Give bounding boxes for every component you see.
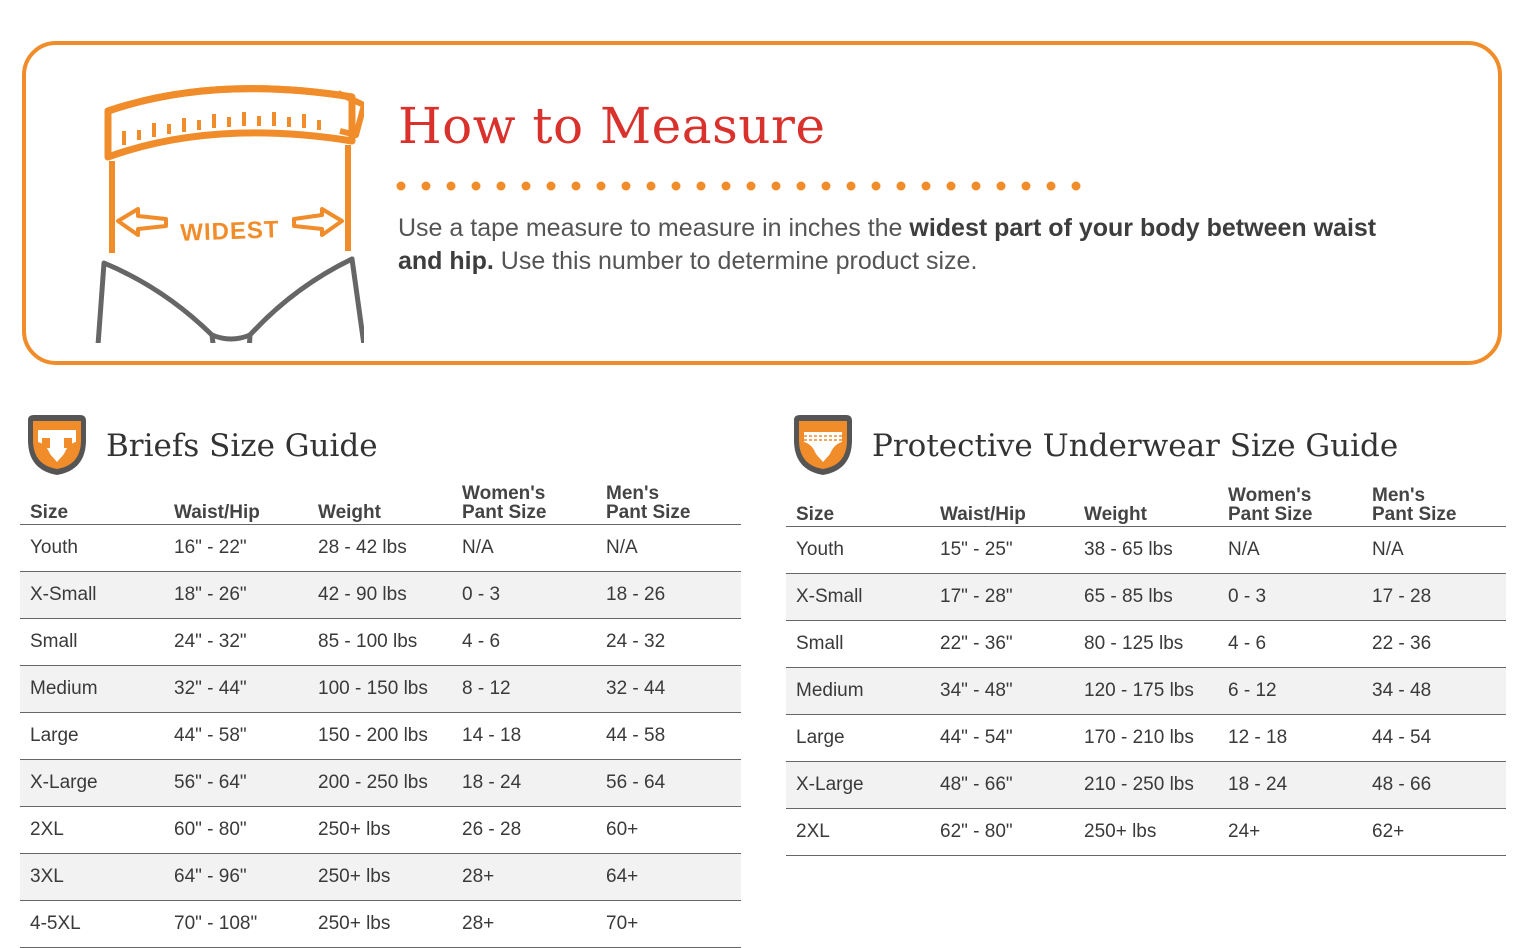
briefs-size-guide: [20, 412, 741, 948]
table-cell: 18 - 26: [596, 572, 741, 619]
column-header: Women's Pant Size: [452, 478, 596, 525]
table-cell: 64+: [596, 854, 741, 901]
measure-text-end: Use this number to determine product size.: [493, 247, 978, 275]
table-cell: 14 - 18: [452, 713, 596, 760]
table-cell: 44 - 58: [596, 713, 741, 760]
table-row: [786, 809, 1506, 856]
table-cell: Large: [20, 713, 164, 760]
column-header: Women's Pant Size: [1218, 478, 1362, 527]
table-row: [786, 715, 1506, 762]
table-cell: 85 - 100 lbs: [308, 619, 452, 666]
table-cell: 34" - 48": [930, 668, 1074, 715]
column-header: Size: [786, 478, 930, 527]
table-cell: 17" - 28": [930, 574, 1074, 621]
table-cell: 38 - 65 lbs: [1074, 527, 1218, 574]
table-cell: N/A: [1362, 527, 1506, 574]
how-to-measure-title: How to Measure: [398, 97, 826, 155]
measure-text-start: Use a tape measure to measure in inches the: [398, 214, 910, 242]
table-row: [20, 525, 741, 572]
table-cell: 12 - 18: [1218, 715, 1362, 762]
how-to-measure-panel: [22, 41, 1502, 365]
column-header: Waist/Hip: [930, 478, 1074, 527]
table-cell: 34 - 48: [1362, 668, 1506, 715]
column-header: Weight: [1074, 478, 1218, 527]
protective-guide-header: [786, 412, 1506, 478]
table-row: [786, 762, 1506, 809]
protective-size-table: [786, 478, 1506, 856]
table-cell: 60+: [596, 807, 741, 854]
table-cell: X-Large: [20, 760, 164, 807]
table-cell: Small: [20, 619, 164, 666]
table-cell: 64" - 96": [164, 854, 308, 901]
table-cell: 28+: [452, 901, 596, 948]
column-header: Men's Pant Size: [596, 478, 741, 525]
table-header-row: [786, 478, 1506, 527]
table-cell: 2XL: [20, 807, 164, 854]
table-cell: 18 - 24: [452, 760, 596, 807]
column-header: Men's Pant Size: [1362, 478, 1506, 527]
table-cell: Large: [786, 715, 930, 762]
column-header: Size: [20, 478, 164, 525]
table-cell: 2XL: [786, 809, 930, 856]
table-cell: 24+: [1218, 809, 1362, 856]
table-cell: 70" - 108": [164, 901, 308, 948]
table-cell: 28+: [452, 854, 596, 901]
briefs-guide-header: [20, 412, 741, 478]
table-cell: 250+ lbs: [1074, 809, 1218, 856]
table-cell: 18" - 26": [164, 572, 308, 619]
table-cell: 62+: [1362, 809, 1506, 856]
protective-guide-title: Protective Underwear Size Guide: [872, 428, 1399, 464]
table-cell: 0 - 3: [1218, 574, 1362, 621]
table-cell: 56" - 64": [164, 760, 308, 807]
table-cell: 250+ lbs: [308, 807, 452, 854]
table-cell: 17 - 28: [1362, 574, 1506, 621]
table-cell: 18 - 24: [1218, 762, 1362, 809]
protective-underwear-size-guide: [786, 412, 1506, 856]
table-cell: 42 - 90 lbs: [308, 572, 452, 619]
table-cell: Medium: [20, 666, 164, 713]
table-cell: 24 - 32: [596, 619, 741, 666]
column-header: Waist/Hip: [164, 478, 308, 525]
table-cell: X-Small: [20, 572, 164, 619]
table-cell: 44 - 54: [1362, 715, 1506, 762]
table-cell: 26 - 28: [452, 807, 596, 854]
table-row: [20, 619, 741, 666]
tape-measure-waist-icon: [94, 83, 364, 343]
table-cell: 56 - 64: [596, 760, 741, 807]
measure-instructions: [398, 212, 1408, 278]
table-row: [20, 572, 741, 619]
table-header-row: [20, 478, 741, 525]
table-cell: 48 - 66: [1362, 762, 1506, 809]
table-cell: N/A: [596, 525, 741, 572]
column-header: Weight: [308, 478, 452, 525]
table-cell: 6 - 12: [1218, 668, 1362, 715]
table-cell: 80 - 125 lbs: [1074, 621, 1218, 668]
table-cell: 62" - 80": [930, 809, 1074, 856]
table-cell: N/A: [1218, 527, 1362, 574]
table-cell: 70+: [596, 901, 741, 948]
table-cell: 250+ lbs: [308, 901, 452, 948]
table-cell: 48" - 66": [930, 762, 1074, 809]
table-cell: 4 - 6: [452, 619, 596, 666]
table-cell: 4 - 6: [1218, 621, 1362, 668]
widest-label: WIDEST: [179, 216, 281, 247]
table-cell: 8 - 12: [452, 666, 596, 713]
table-cell: 28 - 42 lbs: [308, 525, 452, 572]
table-cell: Youth: [20, 525, 164, 572]
table-cell: 100 - 150 lbs: [308, 666, 452, 713]
briefs-size-table: [20, 478, 741, 948]
table-cell: 22" - 36": [930, 621, 1074, 668]
table-cell: 32 - 44: [596, 666, 741, 713]
table-cell: 0 - 3: [452, 572, 596, 619]
table-cell: Small: [786, 621, 930, 668]
table-cell: 16" - 22": [164, 525, 308, 572]
table-row: [786, 668, 1506, 715]
table-cell: 4-5XL: [20, 901, 164, 948]
table-cell: 3XL: [20, 854, 164, 901]
table-cell: 200 - 250 lbs: [308, 760, 452, 807]
table-cell: 170 - 210 lbs: [1074, 715, 1218, 762]
table-cell: 15" - 25": [930, 527, 1074, 574]
table-cell: 44" - 54": [930, 715, 1074, 762]
table-cell: 65 - 85 lbs: [1074, 574, 1218, 621]
measure-text-bold: widest part of your body between waist and hip.: [398, 214, 1377, 275]
table-cell: X-Large: [786, 762, 930, 809]
table-cell: X-Small: [786, 574, 930, 621]
table-row: [786, 621, 1506, 668]
table-row: [786, 574, 1506, 621]
table-row: [20, 854, 741, 901]
table-cell: 210 - 250 lbs: [1074, 762, 1218, 809]
table-cell: 32" - 44": [164, 666, 308, 713]
briefs-guide-title: Briefs Size Guide: [106, 428, 378, 464]
table-row: [20, 666, 741, 713]
table-row: [20, 901, 741, 948]
table-cell: N/A: [452, 525, 596, 572]
underwear-icon: [788, 412, 858, 478]
table-cell: 22 - 36: [1362, 621, 1506, 668]
table-row: [20, 713, 741, 760]
table-cell: 250+ lbs: [308, 854, 452, 901]
table-cell: Youth: [786, 527, 930, 574]
table-row: [20, 807, 741, 854]
table-row: [786, 527, 1506, 574]
table-cell: 44" - 58": [164, 713, 308, 760]
table-row: [20, 760, 741, 807]
dotted-divider: [394, 179, 1094, 193]
table-cell: Medium: [786, 668, 930, 715]
table-cell: 24" - 32": [164, 619, 308, 666]
table-cell: 120 - 175 lbs: [1074, 668, 1218, 715]
brief-icon: [22, 412, 92, 478]
table-cell: 60" - 80": [164, 807, 308, 854]
table-cell: 150 - 200 lbs: [308, 713, 452, 760]
